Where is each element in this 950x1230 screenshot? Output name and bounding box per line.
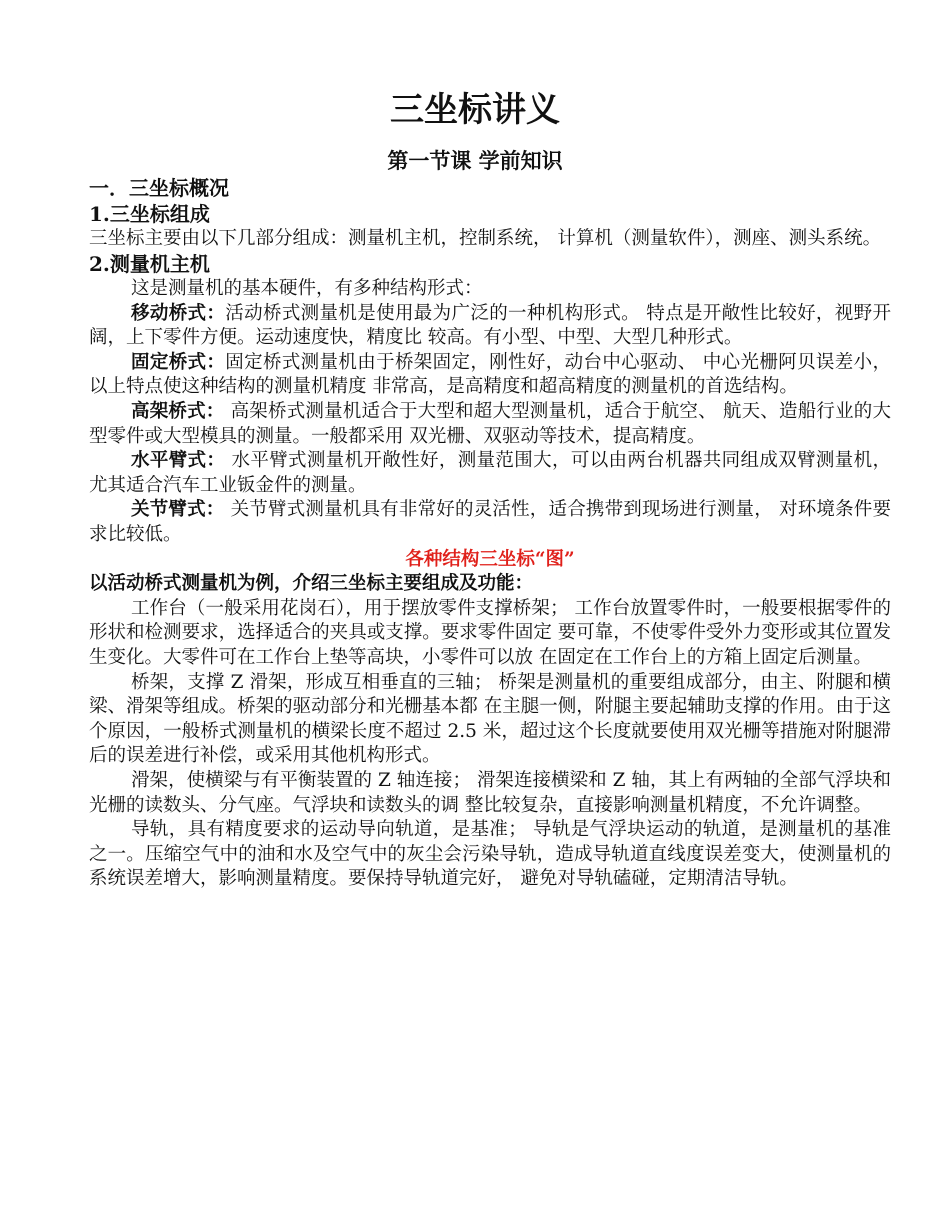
component-paragraph-worktable: 工作台（一般采用花岗石），用于摆放零件支撑桥架； 工作台放置零件时，一般要根据零件的形状和检测要求，选择适合的夹具或支撑。要求零件固定 要可靠，不使零件受外力变形或其位置发生变化。大零件可在工作台上垫等高块，小零件可以放 在固定在工作台上的方箱上固定后测量。 (89, 597, 891, 668)
example-heading: 以活动桥式测量机为例，介绍三坐标主要组成及功能： (89, 573, 534, 595)
type-term: 固定桥式： (131, 351, 226, 373)
lesson-heading: 第一节课 学前知识 (387, 148, 563, 173)
component-paragraph-guideway: 导轨，具有精度要求的运动导向轨道，是基准； 导轨是气浮块运动的轨道，是测量机的基准之一。压缩空气中的油和水及空气中的灰尘会污染导轨，造成导轨道直线度误差变大，使测量机的系统误差增大，影响测量精度。要保持导轨道完好， 避免对导轨磕碰，定期清洁导轨。 (89, 819, 891, 890)
component-paragraph-carriage: 滑架，使横梁与有平衡装置的 Z 轴连接； 滑架连接横梁和 Z 轴，其上有两轴的全部气浮块和光栅的读数头、分气座。气浮块和读数头的调 整比较复杂，直接影响测量机精度，不允许调整。 (89, 769, 891, 816)
type-paragraph-moving-bridge (89, 302, 891, 351)
type-paragraph-articulated-arm (89, 498, 891, 547)
component-paragraph-bridge: 桥架，支撑 Z 滑架，形成互相垂直的三轴； 桥架是测量机的重要组成部分，由主、附腿和横梁、滑架等组成。桥架的驱动部分和光栅基本都 在主腿一侧，附腿主要起辅助支撑的作用。由于这个原因，一般桥式测量机的横梁长度不超过 2.5 米，超过这个长度就要使用双光栅等措施对附腿滞后的误差进行补偿，或采用其他机构形式。 (89, 671, 891, 767)
document-body (89, 176, 891, 892)
type-term: 水平臂式： (131, 450, 226, 472)
type-paragraph-horizontal-arm (89, 449, 891, 498)
type-paragraph-gantry (89, 400, 891, 449)
type-description: 高架桥式测量机适合于大型和超大型测量机，适合于航空、 航天、造船行业的大型零件或大型模具的测量。一般都采用 双光栅、双驱动等技术，提高精度。 (89, 401, 891, 447)
type-term: 移动桥式： (131, 302, 226, 324)
figure-reference-note: 各种结构三坐标“图” (405, 548, 575, 570)
main-unit-intro: 这是测量机的基本硬件，有多种结构形式： (131, 278, 483, 300)
type-term: 关节臂式： (131, 499, 225, 521)
subheading-main-unit: 2.测量机主机 (89, 251, 210, 276)
type-description: 关节臂式测量机具有非常好的灵活性，适合携带到现场进行测量， 对环境条件要求比较低。 (89, 499, 891, 546)
type-description: 活动桥式测量机是使用最为广泛的一种机构形式。 特点是开敞性比较好，视野开阔，上下零件方便。运动速度快，精度比 较高。有小型、中型、大型几种形式。 (89, 302, 891, 349)
type-term: 高架桥式： (131, 401, 225, 423)
composition-paragraph: 三坐标主要由以下几部分组成：测量机主机，控制系统， 计算机（测量软件），测座、测头系统。 (89, 228, 882, 249)
type-description: 固定桥式测量机由于桥架固定，刚性好，动台中心驱动、 中心光栅阿贝误差小，以上特点使这种结构的测量机精度 非常高，是高精度和超高精度的测量机的首选结构。 (89, 351, 891, 398)
subheading-composition: 1.三坐标组成 (89, 201, 210, 226)
section-heading-overview: 一．三坐标概况 (89, 176, 229, 200)
type-paragraph-fixed-bridge (89, 351, 891, 400)
document-title: 三坐标讲义 (390, 90, 560, 130)
type-description: 水平臂式测量机开敞性好，测量范围大，可以由两台机器共同组成双臂测量机，尤其适合汽车工业钣金件的测量。 (89, 450, 891, 496)
